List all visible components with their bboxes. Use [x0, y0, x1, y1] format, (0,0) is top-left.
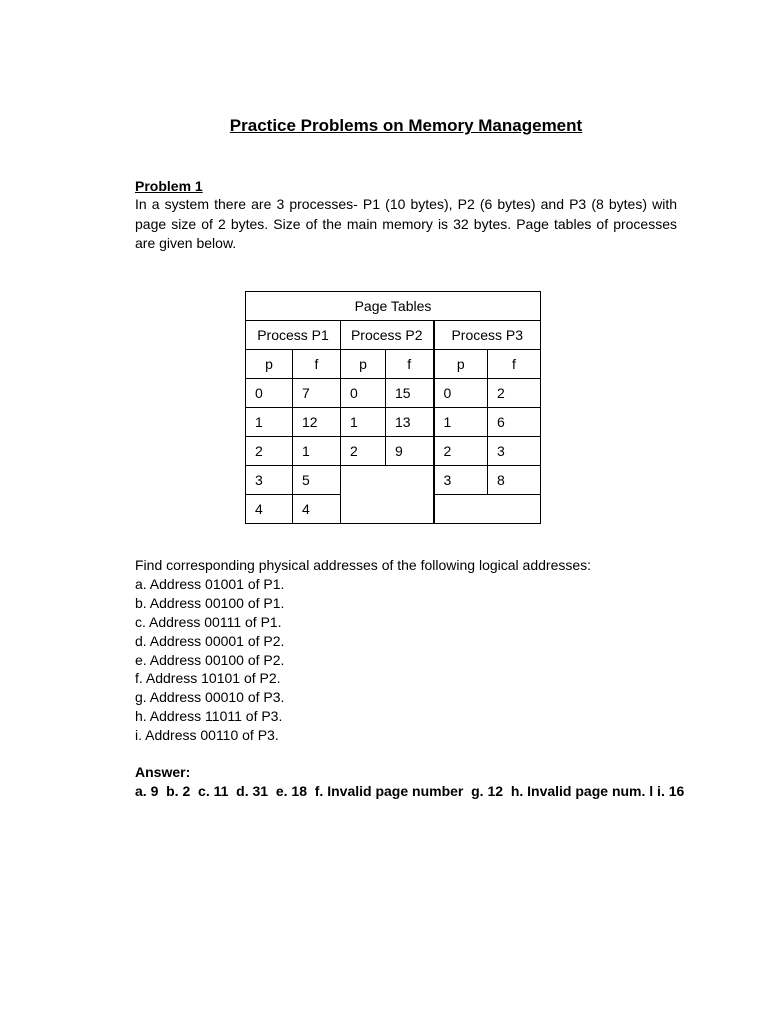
p1-page-cell: 1: [246, 408, 293, 437]
column-header-f: f: [293, 350, 341, 379]
problem-heading: Problem 1: [135, 178, 203, 194]
answer-text: a. 9 b. 2 c. 11 d. 31 e. 18 f. Invalid page number g. 12 h. Invalid page num. l i. 16: [135, 783, 685, 799]
p2-page-cell: 2: [341, 437, 386, 466]
p2-frame-cell: 9: [386, 437, 434, 466]
p3-frame-cell: 2: [488, 379, 541, 408]
question-item-a: a. Address 01001 of P1.: [135, 575, 285, 592]
page-tables: [245, 291, 541, 524]
question-item-c: c. Address 00111 of P1.: [135, 613, 282, 630]
p3-frame-cell: 8: [488, 466, 541, 495]
question-item-e: e. Address 00100 of P2.: [135, 651, 285, 668]
question-intro: Find corresponding physical addresses of the following logical addresses:: [135, 557, 592, 573]
p3-page-cell: 0: [434, 379, 488, 408]
p2-frame-cell: 13: [386, 408, 434, 437]
p3-empty-cell: [434, 495, 541, 524]
p3-page-cell: 2: [434, 437, 488, 466]
p1-frame-cell: 12: [293, 408, 341, 437]
p1-frame-cell: 7: [293, 379, 341, 408]
question-item-f: f. Address 10101 of P2.: [135, 670, 281, 687]
question-item-b: b. Address 00100 of P1.: [135, 594, 285, 611]
process-p1-header: Process P1: [246, 321, 341, 350]
page-title: Practice Problems on Memory Management: [229, 116, 583, 135]
question-item-d: d. Address 00001 of P2.: [135, 632, 285, 649]
p1-page-cell: 2: [246, 437, 293, 466]
answer-heading: Answer:: [135, 764, 191, 780]
question-block: [135, 556, 591, 745]
column-header-p: p: [246, 350, 293, 379]
p2-page-cell: 1: [341, 408, 386, 437]
problem-text: In a system there are 3 processes- P1 (10 bytes), P2 (6 bytes) and P3 (8 bytes) with page size of 2 bytes. Size of the main memory is 32 bytes. Page tables of processes are given below.: [135, 196, 677, 251]
p1-page-cell: 4: [246, 495, 293, 524]
p3-frame-cell: 6: [488, 408, 541, 437]
p1-frame-cell: 1: [293, 437, 341, 466]
p2-page-cell: 0: [341, 379, 386, 408]
column-header-f: f: [488, 350, 541, 379]
p3-frame-cell: 3: [488, 437, 541, 466]
question-item-i: i. Address 00110 of P3.: [135, 727, 279, 744]
p1-frame-cell: 5: [293, 466, 341, 495]
question-item-g: g. Address 00010 of P3.: [135, 689, 285, 706]
p1-page-cell: 0: [246, 379, 293, 408]
question-item-h: h. Address 11011 of P3.: [135, 708, 283, 725]
column-header-f: f: [386, 350, 434, 379]
column-header-p: p: [341, 350, 386, 379]
p3-page-cell: 3: [434, 466, 488, 495]
p1-frame-cell: 4: [293, 495, 341, 524]
column-header-p: p: [434, 350, 488, 379]
p1-page-cell: 3: [246, 466, 293, 495]
p2-empty-cell: [341, 466, 434, 524]
process-p2-header: Process P2: [341, 321, 434, 350]
p3-page-cell: 1: [434, 408, 488, 437]
p2-frame-cell: 15: [386, 379, 434, 408]
process-p3-header: Process P3: [434, 321, 541, 350]
page-tables-caption: Page Tables: [246, 292, 541, 321]
